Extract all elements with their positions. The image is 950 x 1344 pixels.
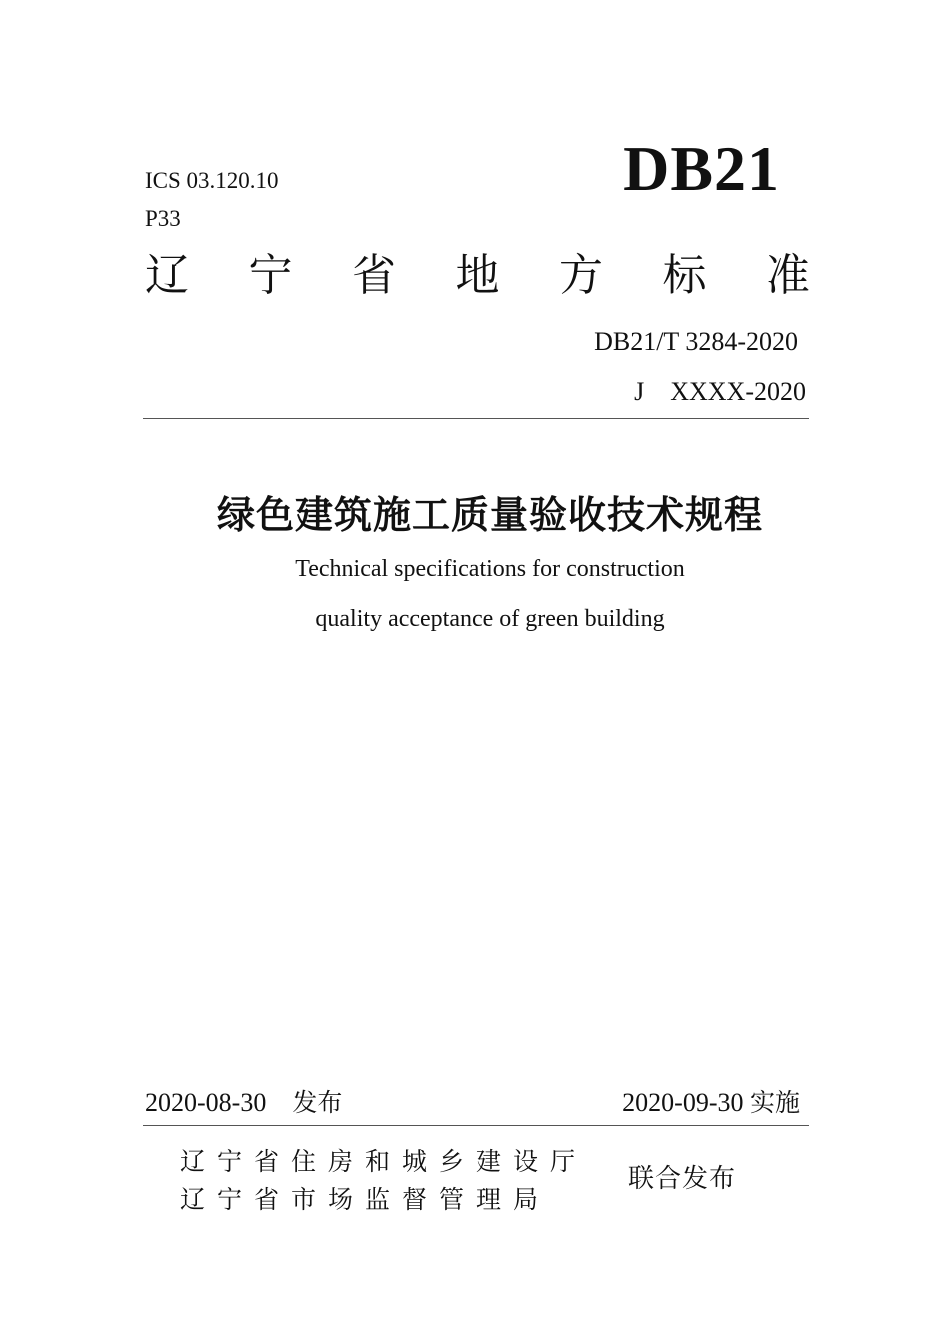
standard-type-char: 地 (455, 250, 500, 301)
standard-type-char: 辽 (145, 250, 189, 301)
bottom-divider (143, 1125, 809, 1126)
effective-label: 实施 (749, 1088, 800, 1117)
issue-date-row (145, 1083, 342, 1119)
standard-type-heading (145, 250, 810, 302)
issue-label: 发布 (292, 1088, 343, 1117)
document-title-english-line1: Technical specifications for construction (295, 556, 685, 582)
effective-date-row (622, 1083, 800, 1119)
db-mark: DB21 (623, 133, 780, 204)
standard-type-char: 宁 (248, 250, 293, 301)
standard-type-char: 准 (766, 250, 810, 301)
effective-date: 2020-09-30 (622, 1088, 744, 1117)
record-code: J XXXX-2020 (634, 377, 806, 406)
document-title-chinese: 绿色建筑施工质量验收技术规程 (216, 493, 763, 537)
issuer-market-regulation: 辽宁省市场监督管理局 (180, 1185, 551, 1214)
ics-code: ICS 03.120.10 (145, 168, 279, 193)
category-code: P33 (145, 206, 181, 231)
standard-type-char: 方 (559, 250, 603, 301)
document-title-english-line2: quality acceptance of green building (315, 606, 665, 632)
standard-code: DB21/T 3284-2020 (594, 327, 798, 356)
issue-date: 2020-08-30 (145, 1088, 267, 1117)
standard-type-char: 省 (352, 250, 396, 301)
standard-type-char: 标 (662, 250, 707, 301)
issuer-housing-department: 辽宁省住房和城乡建设厅 (180, 1147, 588, 1176)
top-divider (143, 418, 809, 419)
joint-issue-label: 联合发布 (628, 1164, 737, 1194)
